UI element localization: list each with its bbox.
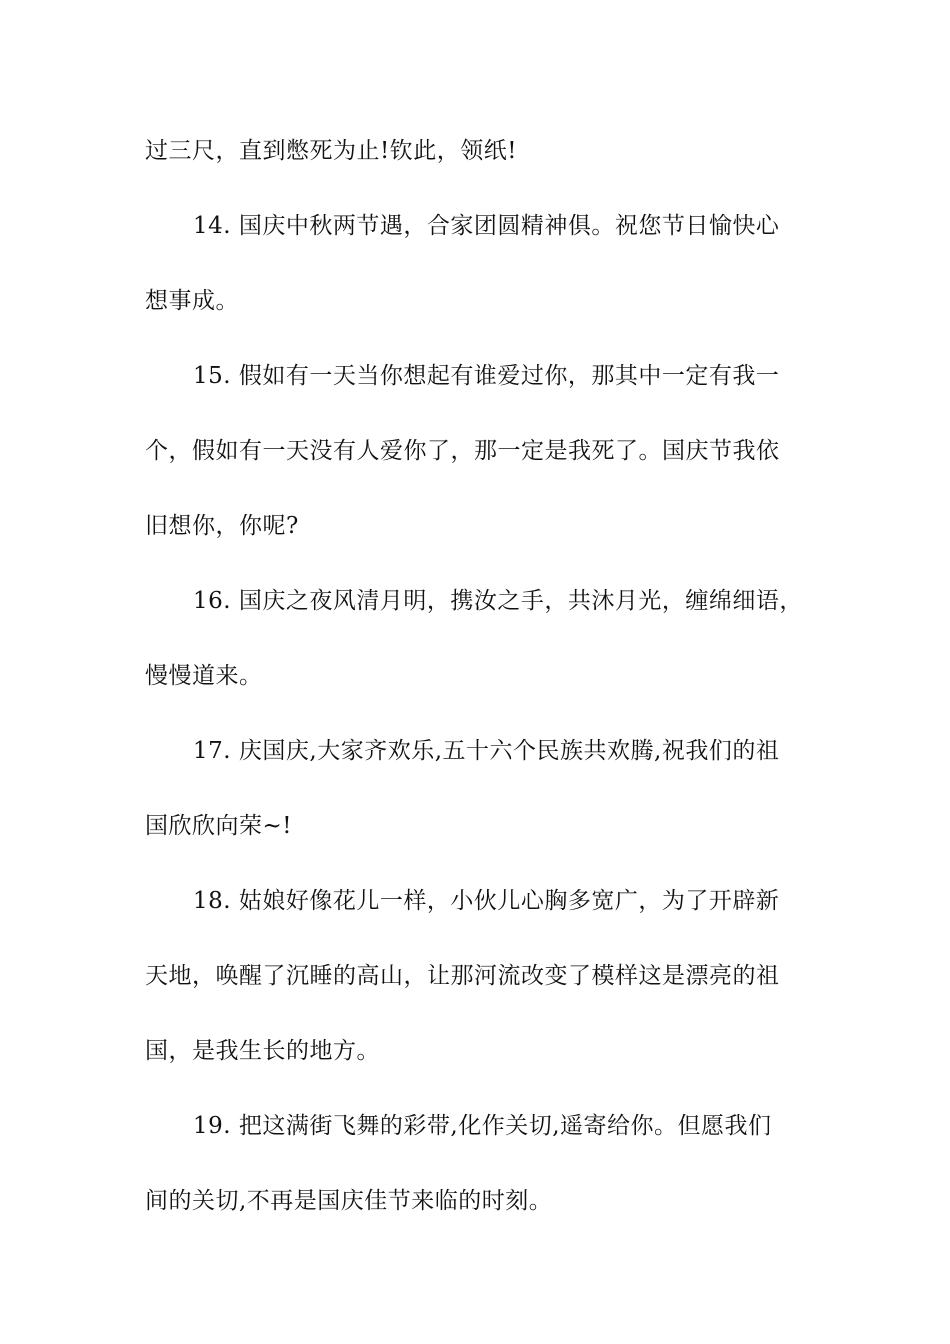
item-19-line-1: 19. 把这满街飞舞的彩带,化作关切,遥寄给你。但愿我们	[193, 1113, 772, 1139]
item-17-line-2: 国欣欣向荣~!	[145, 813, 293, 839]
item-14-line-2: 想事成。	[145, 288, 239, 314]
item-15-line-2: 个，假如有一天没有人爱你了，那一定是我死了。国庆节我依	[145, 438, 780, 464]
item-18-line-3: 国，是我生长的地方。	[145, 1038, 380, 1064]
item-17-line-1: 17. 庆国庆,大家齐欢乐,五十六个民族共欢腾,祝我们的祖	[193, 738, 780, 764]
item-16-line-1: 16. 国庆之夜风清月明，携汝之手，共沐月光，缠绵细语，	[193, 588, 803, 614]
item-18-line-1: 18. 姑娘好像花儿一样，小伙儿心胸多宽广，为了开辟新	[193, 888, 780, 914]
item-15-line-1: 15. 假如有一天当你想起有谁爱过你，那其中一定有我一	[193, 363, 780, 389]
item-19-line-2: 间的关切,不再是国庆佳节来临的时刻。	[145, 1188, 553, 1214]
item-14-line-1: 14. 国庆中秋两节遇，合家团圆精神俱。祝您节日愉快心	[193, 213, 780, 239]
text-line: 过三尺，直到憋死为止!钦此，领纸!	[145, 138, 517, 164]
item-16-line-2: 慢慢道来。	[145, 663, 263, 689]
item-15-line-3: 旧想你，你呢?	[145, 513, 299, 539]
item-18-line-2: 天地，唤醒了沉睡的高山，让那河流改变了模样这是漂亮的祖	[145, 963, 780, 989]
